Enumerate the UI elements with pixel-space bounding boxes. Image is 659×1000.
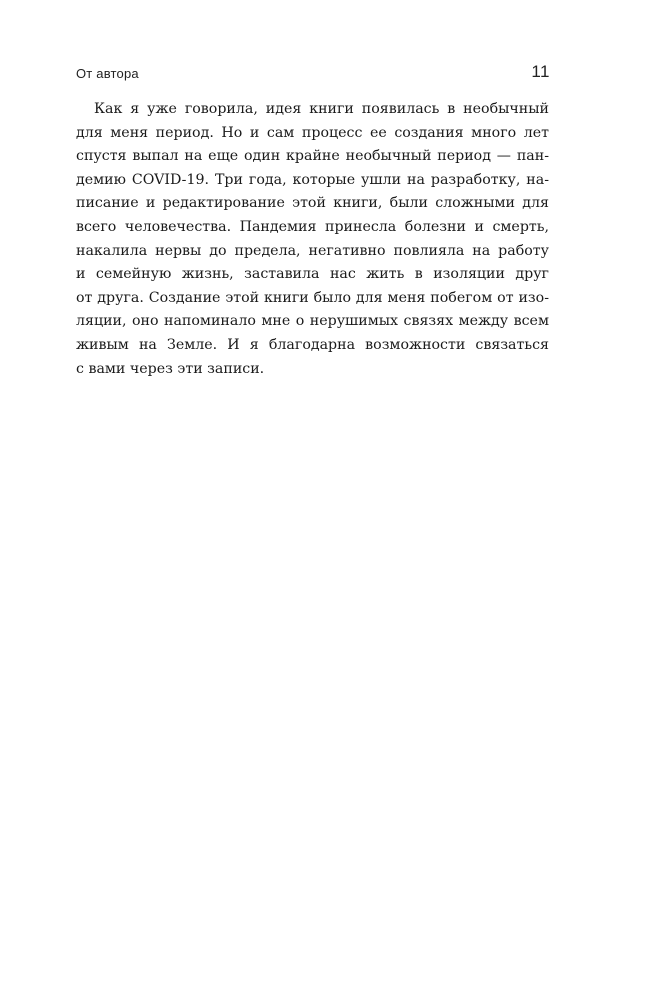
paragraph-line-5: писание и редактирование этой книги, были сложными для	[76, 195, 549, 212]
running-head-section-title: От автора	[76, 66, 139, 81]
paragraph-line-10: ляции, оно напоминало мне о нерушимых связях между всем	[76, 313, 549, 330]
paragraph-line-11: живым на Земле. И я благодарна возможности связаться	[76, 336, 549, 353]
paragraph-line-2: для меня период. Но и сам процесс ее создания много лет	[76, 124, 549, 141]
paragraph-line-6: всего человечества. Пандемия принесла болезни и смерть,	[76, 218, 549, 235]
paragraph-line-4: демию COVID-19. Три года, которые ушли на разработку, на-	[76, 171, 549, 188]
paragraph-line-7: накалила нервы до предела, негативно повлияла на работу	[76, 242, 549, 259]
paragraph-line-3: спустя выпал на еще один крайне необычный период — пан-	[76, 148, 549, 165]
paragraph-line-9: от друга. Создание этой книги было для меня побегом от изо-	[76, 289, 549, 306]
paragraph-line-1: Как я уже говорила, идея книги появилась в необычный	[94, 101, 549, 117]
body-paragraph	[76, 98, 549, 381]
paragraph-line-12: с вами через эти записи.	[76, 360, 265, 377]
page-number: 11	[531, 62, 550, 81]
paragraph-line-8: и семейную жизнь, заставила нас жить в изоляции друг	[76, 266, 549, 283]
